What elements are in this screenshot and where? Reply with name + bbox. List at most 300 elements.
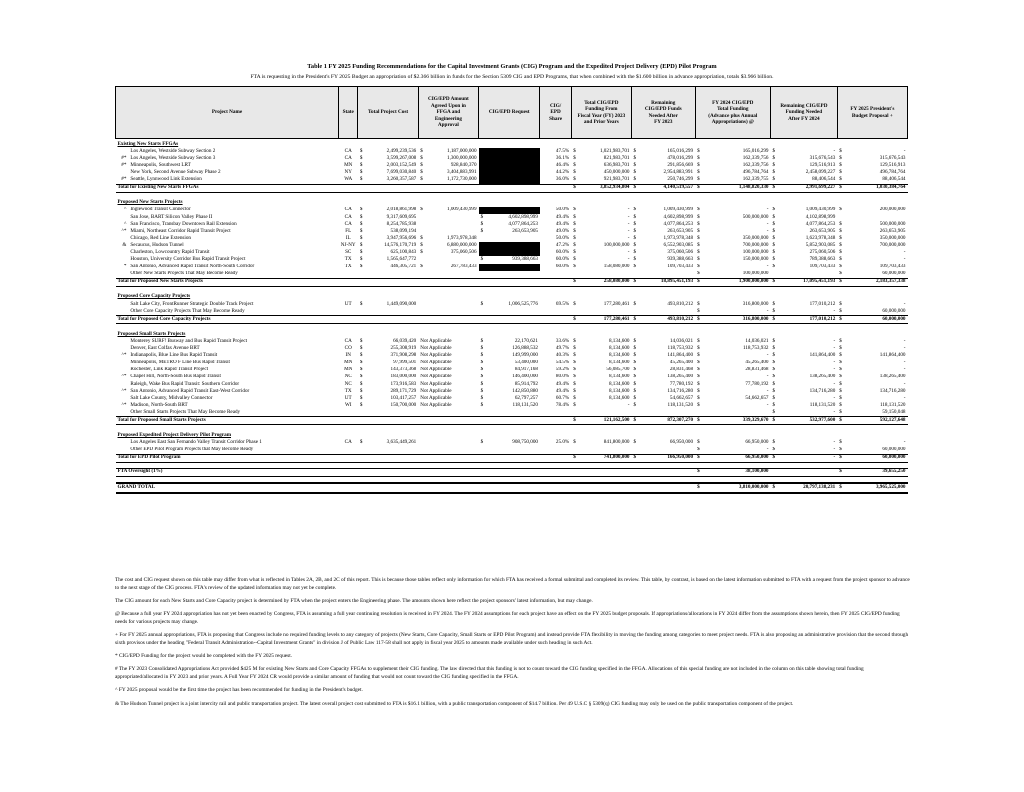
dollar-sign: $ <box>359 169 363 176</box>
state: FL <box>345 228 352 234</box>
dollar-sign: $ <box>697 300 700 307</box>
row-marker: ^* <box>121 352 127 359</box>
dollar-sign: $ <box>359 439 363 446</box>
state: CA <box>344 155 352 161</box>
remaining-after-2024: 5,852,903,085 <box>805 242 836 248</box>
dollar-sign: $ <box>359 402 363 408</box>
dollar-sign: $ <box>573 169 576 176</box>
dollar-sign: $ <box>697 206 700 213</box>
project-name: Monterey SURF! Busway and Bus Rapid Transit Project <box>130 338 248 344</box>
budget-proposal: 141,864,400 <box>879 352 906 359</box>
budget-proposal: 200,000,000 <box>879 206 906 213</box>
dollar-sign: $ <box>359 176 363 183</box>
dollar-sign: $ <box>633 256 637 263</box>
dollar-sign: $ <box>573 402 576 408</box>
cig-share: 50.0% <box>555 235 570 241</box>
prior-funding: 1,021,983,701 <box>599 148 630 154</box>
fy2024-funding: 118,753,932 <box>742 345 769 352</box>
project-name: Seattle, Lynnwood Link Extension <box>130 176 202 183</box>
dollar-sign: $ <box>573 263 576 270</box>
dollar-sign: $ <box>573 345 576 352</box>
remaining-after-2024: 789,388,663 <box>809 256 836 263</box>
dollar-sign: $ <box>772 213 776 220</box>
row-marker <box>116 271 129 279</box>
dollar-sign: $ <box>480 373 484 380</box>
prior-funding: - <box>627 402 630 408</box>
dollar-sign <box>358 271 366 279</box>
dollar-sign: $ <box>359 395 363 401</box>
remaining-after-2023: 1,009,430,999 <box>663 206 694 213</box>
fy2024-funding: 500,000,000 <box>742 213 769 220</box>
ffga-amount <box>426 301 479 308</box>
prior-funding <box>579 271 632 279</box>
ffga-amount <box>426 228 479 235</box>
dollar-sign: $ <box>839 249 842 256</box>
cig-share: 54.5% <box>555 359 570 366</box>
row-marker <box>116 345 129 352</box>
section-title: Proposed New Starts Projects <box>117 199 183 206</box>
remaining-after-2023 <box>639 308 695 316</box>
remaining-after-2024: 118,131,520 <box>809 402 836 408</box>
dollar-sign: $ <box>420 155 423 161</box>
prior-funding: 821,983,701 <box>603 155 630 161</box>
dollar-sign: $ <box>633 148 637 154</box>
ffga-amount: 1,009,430,999 <box>447 206 477 213</box>
fy2024-funding <box>703 409 771 417</box>
total-project-cost: 1,449,090,000 <box>386 300 417 307</box>
dollar-sign: $ <box>697 235 700 241</box>
dollar-sign: $ <box>480 366 484 373</box>
state: MN <box>344 162 353 168</box>
ffga-amount <box>426 221 479 228</box>
dollar-sign: $ <box>480 359 484 366</box>
remaining-after-2024: 1,623,978,348 <box>805 235 836 241</box>
budget-proposal: 500,000,000 <box>879 220 906 227</box>
dollar-sign <box>479 235 487 242</box>
fy2024-funding: 100,000,000 <box>742 249 769 256</box>
ffga-amount <box>426 409 479 417</box>
table-row <box>116 374 908 381</box>
oversight-row <box>116 468 908 476</box>
cig-share: 47.5% <box>555 148 570 154</box>
table-row <box>116 345 908 352</box>
header-project-name: Project Name <box>116 87 339 139</box>
section-title: Proposed Small Starts Projects <box>117 330 186 337</box>
dollar-sign: $ <box>839 169 842 176</box>
cig-share: 60.0% <box>555 263 570 270</box>
total-project-cost: 625,100,843 <box>390 249 417 256</box>
cig-share <box>540 308 571 316</box>
dollar-sign: $ <box>633 206 637 213</box>
dollar-sign <box>358 308 366 316</box>
dollar-sign <box>571 271 579 279</box>
row-marker: #* <box>121 155 127 161</box>
total-project-cost <box>365 308 418 316</box>
total-project-cost: 103,417,257 <box>390 395 417 401</box>
remaining-after-2023 <box>639 447 695 455</box>
table-row <box>116 409 908 417</box>
dollar-sign: $ <box>359 155 363 161</box>
total-fy2024-funding: 316,800,000 <box>703 316 771 324</box>
ffga-amount: Not Applicable <box>420 395 452 401</box>
ffga-amount: Not Applicable <box>420 345 452 352</box>
dollar-sign: $ <box>359 380 363 387</box>
dollar-sign: $ <box>839 235 842 241</box>
state: IN <box>345 352 351 359</box>
dollar-sign: $ <box>772 359 776 366</box>
dollar-sign: $ <box>839 220 842 227</box>
fy2024-funding: - <box>766 263 769 270</box>
dollar-sign: $ <box>632 184 640 192</box>
dollar-sign: $ <box>695 468 703 476</box>
table-row <box>116 148 908 155</box>
fy2024-funding: 350,000,000 <box>742 235 769 241</box>
fy2024-funding: - <box>766 228 769 234</box>
dollar-sign: $ <box>697 446 700 453</box>
dollar-sign: $ <box>697 148 700 154</box>
dollar-sign: $ <box>697 359 700 366</box>
dollar-sign: $ <box>772 242 776 248</box>
cig-request <box>486 447 540 455</box>
project-name: Inglewood Transit Connector <box>130 206 191 213</box>
dollar-sign: $ <box>420 242 423 248</box>
dollar-sign <box>770 468 778 476</box>
row-marker: ^* <box>121 373 127 380</box>
budget-proposal: 59,150,048 <box>882 409 906 415</box>
dollar-sign: $ <box>697 249 700 256</box>
ffga-amount: 1,973,978,348 <box>447 235 477 241</box>
dollar-sign: $ <box>480 395 484 401</box>
dollar-sign: $ <box>573 162 576 168</box>
state: IL <box>345 235 351 241</box>
remaining-after-2023: 6,552,903,085 <box>663 242 694 248</box>
state: WA <box>344 176 353 183</box>
row-marker: * <box>123 263 127 270</box>
dollar-sign: $ <box>573 155 576 161</box>
dollar-sign: $ <box>772 235 776 241</box>
project-name: New York, Second Avenue Subway Phase 2 <box>130 169 221 176</box>
dollar-sign: $ <box>697 338 700 344</box>
fy2024-funding: - <box>766 307 769 314</box>
cig-request: 149,999,000 <box>512 352 538 359</box>
dollar-sign: $ <box>772 352 776 359</box>
table-row <box>116 447 908 455</box>
dollar-sign <box>418 221 426 228</box>
total-project-cost: 9,317,609,695 <box>386 213 417 220</box>
total-project-cost: 3,599,267,008 <box>386 155 417 161</box>
remaining-after-2023: 77,780,192 <box>669 380 694 387</box>
cig-request: 4,077,864,253 <box>508 220 538 227</box>
dollar-sign: $ <box>359 256 363 263</box>
table-row <box>116 360 908 367</box>
cig-share: 40.3% <box>555 352 570 359</box>
total-prior-funding: 741,800,000 <box>579 454 632 462</box>
dollar-sign: $ <box>772 307 776 314</box>
total-budget-proposal: 60,000,000 <box>845 316 908 324</box>
dollar-sign: $ <box>697 352 700 359</box>
dollar-sign: $ <box>480 300 484 307</box>
fy2024-funding: - <box>766 352 769 359</box>
dollar-sign: $ <box>839 387 842 394</box>
section-title: Existing New Starts FFGAs <box>117 140 179 147</box>
dollar-sign: $ <box>839 148 842 154</box>
dollar-sign: $ <box>633 300 637 307</box>
cig-request: 1,006,525,776 <box>508 300 538 307</box>
dollar-sign: $ <box>633 162 637 168</box>
footnote: # The FY 2023 Consolidated Appropriations Act provided $425 M for existing New Starts and Core Capacity FFGAs to supplement their CIG funding. The law directed that this funding is not to count toward the CIG funding specified in the FFGA. Allocations of this special funding are not included in the column on this table showing total funding appropriated/allocated in FY 2023 and prior years. A Full Year FY 2024 CR would provide a similar amount of funding that would not count toward the CIG funding specified in the FFGA. <box>115 666 864 681</box>
dollar-sign: $ <box>420 249 423 256</box>
ffga-amount: 1,172,730,000 <box>447 176 477 183</box>
ffga-amount <box>426 271 479 279</box>
dollar-sign: $ <box>633 235 637 241</box>
state <box>339 308 358 316</box>
fy2024-funding: 100,000,000 <box>742 270 769 277</box>
dollar-sign: $ <box>772 162 776 168</box>
dollar-sign: $ <box>573 148 576 154</box>
dollar-sign: $ <box>632 316 640 324</box>
cig-share: 49.4% <box>555 213 570 220</box>
remaining-after-2023: 939,388,663 <box>667 256 694 263</box>
row-marker: #* <box>121 176 127 183</box>
table-row <box>116 214 908 221</box>
dollar-sign: $ <box>697 387 700 394</box>
total-project-cost: 97,999,501 <box>393 359 417 366</box>
dollar-sign: $ <box>695 483 703 493</box>
remaining-after-2024: 275,060,506 <box>809 249 836 256</box>
dollar-sign: $ <box>695 454 703 462</box>
dollar-sign: $ <box>632 417 640 425</box>
dollar-sign: $ <box>571 454 579 462</box>
section-header-row <box>116 430 908 439</box>
total-remaining-after-2023: 166,950,000 <box>639 454 695 462</box>
header-state: State <box>339 87 358 139</box>
total-project-cost: 183,000,000 <box>390 373 417 380</box>
remaining-after-2023: 1,973,978,348 <box>663 235 694 241</box>
header-share: CIG/ EPD Share <box>540 87 571 139</box>
row-marker <box>116 439 129 446</box>
dollar-sign: $ <box>772 338 776 344</box>
project-name: San Francisco, Transbay Downtown Rail Extension <box>130 220 237 227</box>
dollar-sign: $ <box>480 220 484 227</box>
project-name: Other Small Starts Projects That May Become Ready <box>130 409 241 415</box>
project-name: Los Angeles East San Fernando Valley Transit Corridor Phase 1 <box>130 439 262 446</box>
budget-proposal: 60,000,000 <box>882 307 906 314</box>
dollar-sign <box>418 228 426 235</box>
row-marker <box>116 169 129 176</box>
dollar-sign: $ <box>770 417 778 425</box>
ffga-amount <box>426 439 479 446</box>
cig-request: 118,131,520 <box>512 402 538 408</box>
redacted-request <box>479 155 540 162</box>
section-total-label: Total for Proposed New Starts Projects <box>116 278 572 286</box>
dollar-sign: $ <box>633 228 637 234</box>
dollar-sign: $ <box>480 402 484 408</box>
remaining-after-2023: 45,265,400 <box>669 359 694 366</box>
total-fy2024-funding: 1,148,820,330 <box>703 184 771 192</box>
ffga-amount: Not Applicable <box>420 359 452 366</box>
prior-funding: - <box>627 206 630 213</box>
cig-request <box>486 409 540 417</box>
dollar-sign <box>418 447 426 455</box>
dollar-sign: $ <box>695 278 703 286</box>
fy2024-funding: 54,662,657 <box>745 395 769 401</box>
dollar-sign: $ <box>359 352 363 359</box>
state: MN <box>344 366 353 373</box>
dollar-sign: $ <box>359 263 363 270</box>
remaining-after-2023 <box>639 409 695 417</box>
dollar-sign: $ <box>697 380 700 387</box>
dollar-sign: $ <box>633 169 637 176</box>
cig-share: 47.2% <box>555 242 570 248</box>
remaining-after-2023: 118,753,932 <box>667 345 694 352</box>
fy2024-funding: - <box>766 373 769 380</box>
cig-share: 60.7% <box>555 395 570 401</box>
redacted-request <box>479 264 540 271</box>
ffga-amount: Not Applicable <box>420 402 452 408</box>
dollar-sign: $ <box>697 242 700 248</box>
table-row <box>116 301 908 308</box>
total-project-cost: 66,039,420 <box>393 338 417 344</box>
cig-share: 78.4% <box>555 402 570 408</box>
remaining-after-2024: - <box>833 148 836 154</box>
dollar-sign: $ <box>480 387 484 394</box>
dollar-sign: $ <box>772 446 776 453</box>
dollar-sign <box>571 308 579 316</box>
dollar-sign: $ <box>633 176 637 183</box>
ffga-amount: 1,187,000,000 <box>447 148 477 154</box>
footnote: * CIG/EPD Funding for the project would be completed with the FY 2025 request. <box>115 653 293 660</box>
fy2024-funding: - <box>766 206 769 213</box>
dollar-sign: $ <box>697 263 700 270</box>
cig-request: 85,914,792 <box>514 380 538 387</box>
total-project-cost <box>365 447 418 455</box>
total-budget-proposal: 1,030,384,764 <box>845 184 908 192</box>
total-project-cost: 143,373,368 <box>390 366 417 373</box>
dollar-sign: $ <box>839 352 842 359</box>
row-marker <box>116 409 129 417</box>
budget-proposal: - <box>903 338 906 344</box>
dollar-sign: $ <box>839 345 842 352</box>
row-marker <box>116 256 129 263</box>
dollar-sign: $ <box>770 184 778 192</box>
cig-share: 80.0% <box>555 373 570 380</box>
redacted-request <box>479 169 540 176</box>
dollar-sign: $ <box>839 176 842 183</box>
remaining-after-2024: - <box>833 345 836 352</box>
fy2024-funding: 77,780,192 <box>745 380 769 387</box>
total-remaining-after-2023: 872,307,270 <box>639 417 695 425</box>
dollar-sign: $ <box>633 338 637 344</box>
budget-proposal: - <box>903 366 906 373</box>
cig-share: 49.4% <box>555 380 570 387</box>
header-total-cost: Total Project Cost <box>358 87 418 139</box>
prior-funding: - <box>627 249 630 256</box>
dollar-sign: $ <box>772 249 776 256</box>
section-header-row <box>116 292 908 301</box>
remaining-after-2024: 2,458,099,227 <box>805 169 836 176</box>
state: CA <box>344 338 352 344</box>
total-budget-proposal: 60,000,000 <box>845 454 908 462</box>
state: CO <box>344 345 352 352</box>
footnote: & The Hudson Tunnel project is a joint intercity rail and public transportation project. The latest overall project cost submitted to FTA is $16.1 billion, with a public transportation component of $14.7 billion. Per 49 U.S.C § 5309(q) CIG funding may only be used on the public transportation component of the project. <box>115 700 794 707</box>
budget-proposal: - <box>903 380 906 387</box>
dollar-sign: $ <box>359 228 363 234</box>
row-marker <box>116 338 129 345</box>
remaining-after-2024: 263,653,905 <box>809 228 836 234</box>
total-project-cost: 7,699,030,840 <box>386 169 417 176</box>
section-total-label: Total for Existing New Starts FFGAs <box>116 184 572 192</box>
dollar-sign: $ <box>837 483 845 493</box>
total-prior-funding: 177,280,461 <box>579 316 632 324</box>
section-total-label: Total for EPD Pilot Program <box>116 454 572 462</box>
cig-share: 49.4% <box>555 387 570 394</box>
row-marker <box>116 249 129 256</box>
table-row <box>116 162 908 169</box>
dollar-sign <box>358 447 366 455</box>
dollar-sign: $ <box>573 338 576 344</box>
cig-request: 53,400,000 <box>514 359 538 366</box>
table-row <box>116 264 908 271</box>
dollar-sign <box>418 271 426 279</box>
dollar-sign: $ <box>359 387 363 394</box>
cig-share <box>540 271 571 279</box>
dollar-sign <box>695 409 703 417</box>
fy2024-funding: 14,036,021 <box>745 338 769 344</box>
dollar-sign: $ <box>632 278 640 286</box>
dollar-sign: $ <box>633 366 637 373</box>
project-name: San Antonio, Advanced Rapid Transit East-West Corridor <box>130 387 250 394</box>
dollar-sign: $ <box>480 345 484 352</box>
cig-share: 49.4% <box>555 220 570 227</box>
redacted-request <box>479 162 540 169</box>
total-project-cost: 3,635,449,261 <box>386 439 417 446</box>
footnote: ^ FY 2025 proposal would be the first time the project has been recommended for funding in the President's budget. <box>115 687 363 694</box>
dollar-sign: $ <box>697 395 700 401</box>
funding-table <box>115 86 908 494</box>
table-subtitle: FTA is requesting in the President's FY 2025 Budget an appropriation of $2.366 billion in funds for the Section 5309 CIG and EPD Programs, that when combined with the $1.600 billion in advance appropriation, totals $3.966 billion. <box>250 74 774 80</box>
fy2024-funding: 150,000,000 <box>742 256 769 263</box>
dollar-sign: $ <box>573 366 576 373</box>
dollar-sign: $ <box>839 256 842 263</box>
grand-total-row <box>116 483 908 493</box>
dollar-sign <box>571 409 579 417</box>
total-project-cost: 446,305,721 <box>390 263 417 270</box>
dollar-sign <box>479 308 487 316</box>
total-budget-proposal: 592,127,648 <box>845 417 908 425</box>
budget-proposal: 88,406,544 <box>882 176 906 183</box>
project-name: Los Angeles, Westside Subway Section 2 <box>130 148 216 154</box>
cig-share <box>540 447 571 455</box>
row-marker <box>116 301 129 308</box>
dollar-sign: $ <box>839 300 842 307</box>
remaining-after-2023: 493,810,212 <box>667 300 694 307</box>
row-marker: ^* <box>121 228 127 234</box>
dollar-sign: $ <box>632 454 640 462</box>
project-name: Salt Lake City, FrontRunner Strategic Double Track Project <box>130 300 254 307</box>
dollar-sign: $ <box>697 270 700 277</box>
dollar-sign: $ <box>772 409 776 415</box>
dollar-sign <box>632 271 640 279</box>
prior-funding <box>579 447 632 455</box>
dollar-sign: $ <box>633 387 637 394</box>
prior-funding: 8,134,600 <box>608 387 630 394</box>
dollar-sign <box>632 308 640 316</box>
prior-funding <box>579 409 632 417</box>
total-project-cost: 371,908,298 <box>390 352 417 359</box>
dollar-sign: $ <box>772 395 776 401</box>
remaining-after-2024: - <box>833 380 836 387</box>
dollar-sign: $ <box>359 345 363 352</box>
